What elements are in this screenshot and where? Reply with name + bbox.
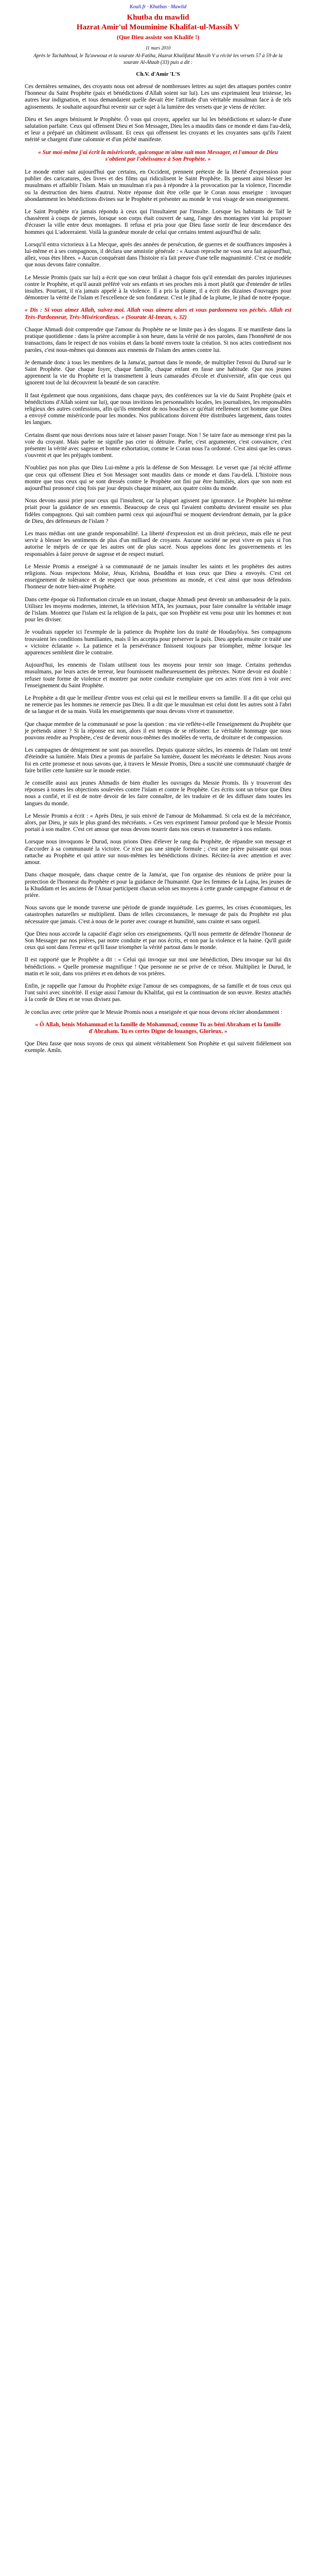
- body-paragraph: Nous devons aussi prier pour ceux qui l'insultent, car la plupart agissent par ignorance. Le Prophète lui-même priait pour la guidance de ses ennemis. Beaucoup de ceux qui l'avaient combattu devinrent ensuite ses plus fidèles compagnons. Qui sait combien parmi ceux qui aujourd'hui se moquent deviendront demain, par la grâce de Dieu, des défenseurs de l'islam ?: [25, 498, 291, 524]
- salawat-paragraph: « Ô Allah, bénis Mohammad et la famille de Mohammad, comme Tu as béni Abraham et la famille d'Abraham. Tu es certes Digne de louanges, Glorieux. »: [35, 1021, 281, 1035]
- body-paragraph: Ces dernières semaines, des croyants nous ont adressé de nombreuses lettres au sujet des attaques portées contre l'honneur du Saint Prophète (paix et bénédictions d'Allah soient sur lui). Les uns exprimaient leur tristesse, les autres leur indignation, et tous demandaient quelle devait être l'attitude d'un véritable musulman face à de tels agissements. Je souhaite aujourd'hui revenir sur ce sujet à la lumière des versets que je viens de réciter.: [25, 83, 291, 110]
- sermon-body: [25, 83, 291, 1055]
- body-paragraph: Le Saint Prophète n'a jamais répondu à ceux qui l'insultaient par l'insulte. Lorsque les habitants de Taïf le chassèrent à coups de pierres, lorsque son corps était couvert de sang, l'ange des montagnes vint lui proposer d'écraser la ville entre deux montagnes. Il refusa et pria pour que Dieu fasse sortir de leur descendance des hommes qui L'adoreraient. Voilà la grandeur morale de celui que certains tentent aujourd'hui de salir.: [25, 209, 291, 235]
- body-paragraph: Je voudrais rappeler ici l'exemple de la patience du Prophète lors du traité de Houdaybiya. Ses compagnons trouvaient les conditions humiliantes, mais il les accepta pour préserver la paix. Dieu appela ensuite ce traité une « victoire éclatante ». La patience et la persévérance finissent toujours par triompher, même lorsque les apparences semblent dire le contraire.: [25, 629, 291, 656]
- body-paragraph: Certains disent que nous devrions nous taire et laisser passer l'orage. Non ! Se taire face au mensonge n'est pas la voie du croyant. Mais parler ne signifie pas crier ni détruire. Parler, c'est argumenter, c'est convaincre, c'est présenter la vérité avec sagesse et bonne exhortation, comme le Coran nous l'a ordonné. C'est ainsi que les cœurs s'ouvrent et que les préjugés tombent.: [25, 432, 291, 459]
- body-paragraph: Le Messie Promis (paix sur lui) a écrit que son cœur brûlait à chaque fois qu'il entendait des paroles injurieuses contre le Prophète, et qu'il aurait préféré voir ses enfants et ses proches mis à mort plutôt que d'entendre de telles insultes. Pourtant, il n'a jamais appelé à la violence. Il a pris la plume, il a écrit des dizaines d'ouvrages pour démontrer la vérité de l'islam et l'excellence de son fondateur. C'est le jihad de la plume, le jihad de notre époque.: [25, 274, 291, 301]
- body-paragraph: Il est rapporté que le Prophète a dit : « Celui qui invoque sur moi une bénédiction, Dieu invoque sur lui dix bénédictions. » Quelle promesse magnifique ! Que personne ne se prive de ce trésor. Multipliez le Durud, le matin et le soir, dans vos prières et en dehors de vos prières.: [25, 957, 291, 977]
- body-paragraph: Lorsqu'il entra victorieux à La Mecque, après des années de persécution, de guerres et de souffrances imposées à lui-même et à ses compagnons, il déclara une amnistie générale : « Aucun reproche ne vous sera fait aujourd'hui, allez, vous êtes libres. » Aucun conquérant dans l'histoire n'a fait preuve d'une telle magnanimité. C'est ce modèle que nous devons faire connaître.: [25, 241, 291, 268]
- body-paragraph: Que Dieu nous accorde la capacité d'agir selon ces enseignements. Qu'Il nous permette de défendre l'honneur de Son Messager par nos prières, par notre conduite et par nos écrits, et non par la violence et la haine. Qu'Il guide ceux qui sont dans l'erreur et qu'Il fasse triompher la vérité partout dans le monde.: [25, 930, 291, 951]
- body-paragraph: Dans chaque mosquée, dans chaque centre de la Jama'at, que l'on organise des réunions de prière pour la protection de l'honneur du Prophète et pour la guidance de l'humanité. Que les femmes de la Lajna, les jeunes de la Khuddam et les anciens de l'Ansar participent chacun selon ses moyens à cette grande campagne d'amour et de prière.: [25, 872, 291, 899]
- body-paragraph: Je demande donc à tous les membres de la Jama'at, partout dans le monde, de multiplier l'envoi du Durud sur le Saint Prophète. Que chaque foyer, chaque famille, chaque enfant en fasse une habitude. Que nos jeunes apprennent la vie du Prophète et la transmettent à leurs camarades d'école et d'université, afin que ceux qui ignorent tout de lui découvrent la beauté de son caractère.: [25, 359, 291, 386]
- body-paragraph: Dieu et Ses anges bénissent le Prophète. Ô vous qui croyez, appelez sur lui les bénédictions et saluez-le d'une salutation parfaite. Ceux qui offensent Dieu et Son Messager, Dieu les a maudits dans ce monde et dans l'au-delà, et leur a préparé un châtiment avilissant. Et ceux qui offensent les croyants et les croyantes sans qu'ils l'aient mérité se chargent d'une calomnie et d'un péché manifeste.: [25, 116, 291, 143]
- body-paragraph: Les campagnes de dénigrement ne sont pas nouvelles. Depuis quatorze siècles, les ennemis de l'islam ont tenté d'éteindre sa lumière. Mais Dieu a promis de parfaire Sa lumière, dussent les mécréants le détester. Nous avons foi en cette promesse et nous savons que, à travers le Messie Promis, Dieu a suscité une communauté chargée de faire briller cette lumière sur le monde entier.: [25, 747, 291, 774]
- sermon-date: 11 mars 2010: [145, 45, 171, 50]
- body-paragraph: Le Messie Promis a enseigné à sa communauté de ne jamais insulter les saints et les prophètes des autres religions. Nous respectons Moïse, Jésus, Krishna, Bouddha et tous ceux que Dieu a envoyés. C'est cet enseignement de tolérance et de respect que nous présentons au monde, et c'est ainsi que nous défendons l'honneur de notre bien-aimé Prophète.: [25, 563, 291, 590]
- subtitle: (Que Dieu assiste son Khalife !): [116, 33, 200, 41]
- body-paragraph: Le Messie Promis a écrit : « Après Dieu, je suis enivré de l'amour de Mohammad. Si cela est de la mécréance, alors, par Dieu, je suis le plus grand des mécréants. » Ces vers expriment l'amour profond que le Messie Promis portait à son maître. C'est cet amour que nous devons nourrir dans nos cœurs et transmettre à nos enfants.: [25, 812, 291, 833]
- body-paragraph: Chaque Ahmadi doit comprendre que l'amour du Prophète ne se limite pas à des slogans. Il se manifeste dans la pratique quotidienne : dans la prière accomplie à son heure, dans la vérité de nos paroles, dans l'honnêteté de nos transactions, dans le respect de nos voisins et dans la bonté envers toute la création. Si nos actes contredisent nos paroles, c'est nous-mêmes qui donnons aux ennemis de l'islam des armes contre lui.: [25, 326, 291, 353]
- title-line-2: Hazrat Amir'ul Mouminine Khalifat-ul-Massih V: [76, 23, 240, 31]
- site-header-link[interactable]: Kouli.fr · Khutbas · Mawlid: [129, 4, 187, 10]
- body-paragraph: Le monde entier sait aujourd'hui que certains, en Occident, prennent prétexte de la liberté d'expression pour publier des caricatures, des livres et des films qui ridiculisent le Saint Prophète. Ils pensent ainsi blesser les musulmans et affaiblir l'islam. Mais un musulman n'a pas à répondre à la provocation par la violence, l'incendie ou la destruction des biens d'autrui. Notre réponse doit être celle que le Coran nous enseigne : invoquer abondamment les bénédictions divines sur le Prophète et présenter au monde le vrai visage de son enseignement.: [25, 169, 291, 202]
- body-paragraph: N'oubliez pas non plus que Dieu Lui-même a pris la défense de Son Messager. Le verset que j'ai récité affirme que ceux qui offensent Dieu et Son Messager sont maudits dans ce monde et dans l'au-delà. L'histoire nous montre que tous ceux qui se sont dressés contre le Prophète ont fini par être humiliés, alors que son nom est aujourd'hui prononcé cinq fois par jour depuis chaque minaret, aux quatre coins du monde.: [25, 465, 291, 492]
- body-paragraph: Enfin, je rappelle que l'amour du Prophète exige l'amour de ses compagnons, de sa famille et de tous ceux qui l'ont suivi avec sincérité. Il exige aussi l'amour du Khalifat, qui est la continuation de son œuvre. Restez attachés à la corde de Dieu et ne vous divisez pas.: [25, 982, 291, 1003]
- body-paragraph: Le Prophète a dit que le meilleur d'entre vous est celui qui est le meilleur envers sa famille. Il a dit que celui qui ne remercie pas les hommes ne remercie pas Dieu. Il a dit que le musulman est celui dont les autres sont à l'abri de sa langue et de sa main. Voilà les enseignements que nous devons vivre et transmettre.: [25, 695, 291, 715]
- body-paragraph: Nous savons que le monde traverse une période de grande inquiétude. Les guerres, les crises économiques, les catastrophes naturelles se multiplient. Dans de telles circonstances, le message de paix du Prophète est plus nécessaire que jamais. C'est à nous de le porter avec courage et humilité, sans crainte et sans orgueil.: [25, 905, 291, 925]
- body-paragraph: Je conseille aussi aux jeunes Ahmadis de bien étudier les ouvrages du Messie Promis. Ils y trouveront des réponses à toutes les objections soulevées contre l'islam et contre le Prophète. Ces écrits sont un trésor que Dieu nous a confié, et il est de notre devoir de les faire connaître, de les traduire et de les diffuser dans toutes les langues du monde.: [25, 780, 291, 807]
- body-paragraph: Aujourd'hui, les ennemis de l'islam utilisent tous les moyens pour ternir son image. Certains prétendus musulmans, par leurs actes de terreur, leur fournissent malheureusement des prétextes. Notre devoir est double : refuser toute forme de violence et montrer par notre conduite exemplaire que ces actes n'ont rien à voir avec l'enseignement du Saint Prophète.: [25, 662, 291, 689]
- sermon-opening-heading: Ch.V. d'Amir 'L'S: [136, 71, 180, 77]
- emph-paragraph: « Sur moi-même j'ai écrit la miséricorde, quiconque m'aime suit mon Messager, et l'amour de Dieu s'obtient par l'obéissance à Son Prophète. »: [38, 149, 278, 162]
- body-paragraph: Je conclus avec cette prière que le Messie Promis nous a enseignée et que nous devons réciter abondamment :: [25, 1009, 283, 1015]
- quran-paragraph: « Dis : Si vous aimez Allah, suivez-moi. Allah vous aimera alors et vous pardonnera vos péchés. Allah est Très-Pardonneur, Très-Miséricordieux. » (Sourate Al-Imran, v. 32): [25, 307, 291, 320]
- title-line-1: Khutba du mawlid: [127, 13, 189, 22]
- body-paragraph: Que chaque membre de la communauté se pose la question : ma vie reflète-t-elle l'enseignement du Prophète que je prétends aimer ? Si la réponse est non, alors il est temps de se réformer. Le véritable hommage que nous pouvons rendre au Prophète, c'est de devenir nous-mêmes des modèles de vertu, de droiture et de compassion.: [25, 721, 291, 741]
- sermon-intro: Après le Tachahhoud, le Ta'awwouz et la sourate Al-Fatiha, Hazrat Khalifatul Massih V a récité les versets 57 à 59 de la sourate Al-Ahzab (33) puis a dit :: [33, 53, 283, 65]
- body-paragraph: Les mass médias ont une grande responsabilité. La liberté d'expression est un droit précieux, mais elle ne peut servir à blesser les sentiments de plus d'un milliard de croyants. Aucune société ne peut vivre en paix si l'on autorise le mépris de ce que les autres ont de plus sacré. Nous appelons donc les gouvernements et les responsables à faire preuve de sagesse et de respect mutuel.: [25, 530, 291, 557]
- body-paragraph: Dans cette époque où l'information circule en un instant, chaque Ahmadi peut devenir un ambassadeur de la paix. Utilisez les moyens modernes, internet, la télévision MTA, les journaux, pour faire connaître la véritable image de l'islam. Montrez que l'islam est la religion de la paix, que son Prophète est venu pour unir les hommes et non pour les diviser.: [25, 596, 291, 623]
- body-paragraph: Il faut également que nous organisions, dans chaque pays, des conférences sur la vie du Saint Prophète (paix et bénédictions d'Allah soient sur lui), que nous invitions les personnalités locales, les journalistes, les responsables religieux des autres confessions, afin qu'ils entendent de nos bouches ce qu'était réellement cet homme que Dieu a envoyé comme miséricorde pour les mondes. Nos publications doivent être distribuées largement, dans toutes les langues.: [25, 392, 291, 426]
- body-paragraph: Que Dieu fasse que nous soyons de ceux qui aiment véritablement Son Prophète et qui suivent fidèlement son exemple. Amîn.: [25, 1041, 291, 1054]
- body-paragraph: Lorsque nous invoquons le Durud, nous prions Dieu d'élever le rang du Prophète, de répandre son message et d'accorder à sa communauté la victoire. Ce n'est pas une simple formule ; c'est une prière puissante qui nous rattache au Prophète et qui attire sur nous-mêmes les bénédictions divines. Récitez-la avec attention et avec amour.: [25, 839, 291, 866]
